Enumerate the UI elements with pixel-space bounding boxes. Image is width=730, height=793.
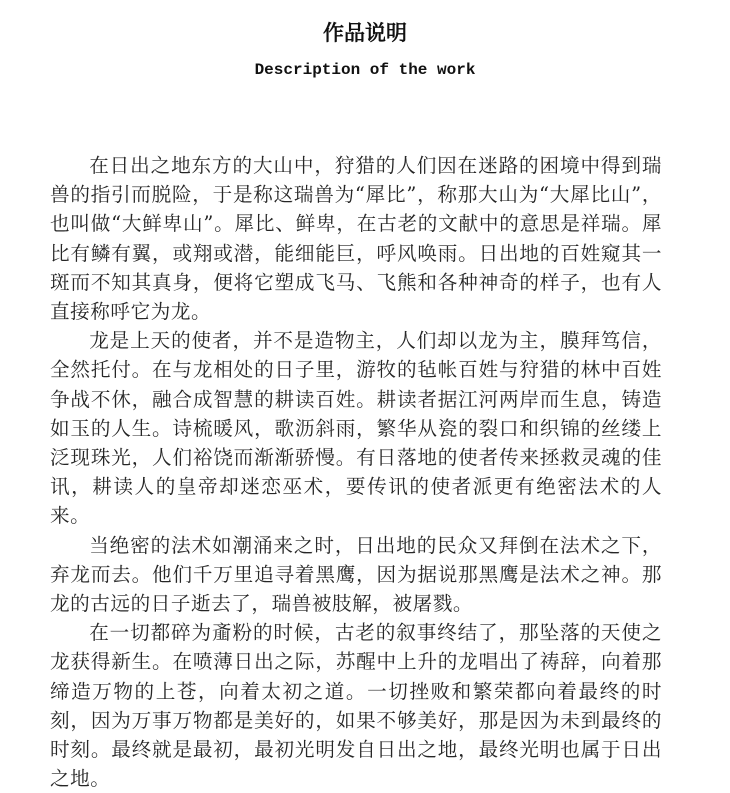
paragraph-3: 当绝密的法术如潮涌来之时，日出地的民众又拜倒在法术之下，弃龙而去。他们千万里追寻着黑鹰，因为据说那黑鹰是法术之神。那龙的古远的日子逝去了，瑞兽被肢解，被屠戮。 <box>50 533 662 616</box>
document-title-english: Description of the work <box>254 61 476 79</box>
paragraph-4: 在一切都碎为齑粉的时候，古老的叙事终结了，那坠落的天使之龙获得新生。在喷薄日出之际，苏醒中上升的龙唱出了祷辞，向着那缔造万物的上苍，向着太初之道。一切挫败和繁荣都向着最终的时刻，因为万事万物都是美好的，如果不够美好，那是因为未到最终的时刻。最终就是最初，最初光明发自日出之地，最终光明也属于日出之地。 <box>50 621 662 791</box>
document-body <box>50 151 662 793</box>
document-title-chinese: 作品说明 <box>323 20 407 45</box>
paragraph-2: 龙是上天的使者，并不是造物主，人们却以龙为主，膜拜笃信，全然托付。在与龙相处的日子里，游牧的毡帐百姓与狩猎的林中百姓争战不休，融合成智慧的耕读百姓。耕读者据江河两岸而生息，铸造如玉的人生。诗梳暖风，歌沥斜雨，繁华从瓷的裂口和织锦的丝缕上泛现珠光，人们裕饶而渐渐骄慢。有日落地的使者传来拯救灵魂的佳讯，耕读人的皇帝却迷恋巫术，要传讯的使者派更有绝密法术的人来。 <box>50 329 662 528</box>
paragraph-1: 在日出之地东方的大山中，狩猎的人们因在迷路的困境中得到瑞兽的指引而脱险，于是称这瑞兽为“犀比”，称那大山为“大犀比山”，也叫做“大鲜卑山”。犀比、鲜卑，在古老的文献中的意思是祥瑞。犀比有鳞有翼，或翔或潜，能细能巨，呼风唤雨。日出地的百姓窥其一斑而不知其真身，便将它塑成飞马、飞熊和各种神奇的样子，也有人直接称呼它为龙。 <box>50 154 662 324</box>
